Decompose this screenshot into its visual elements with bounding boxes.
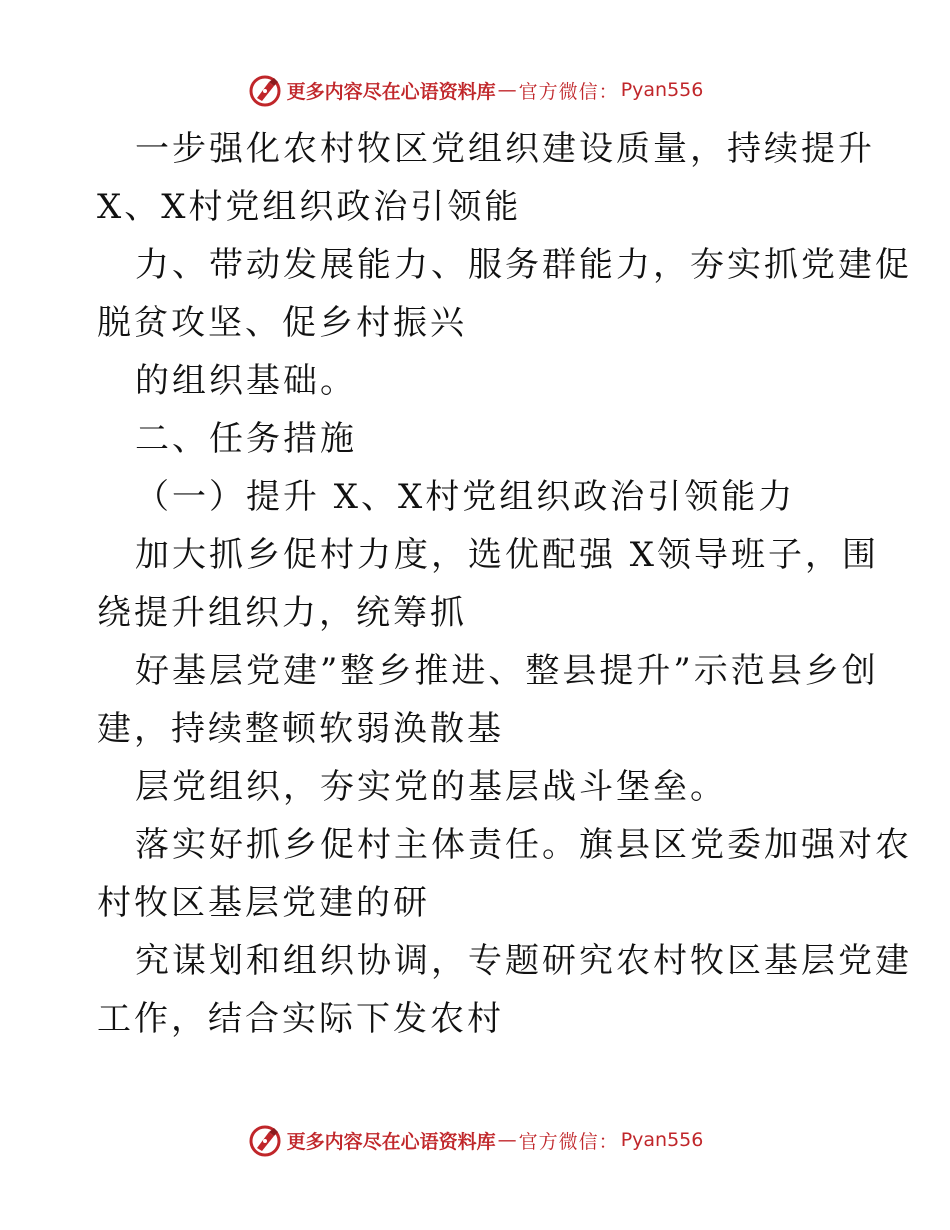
footer-watermark [0, 1120, 950, 1160]
header-watermark [0, 70, 950, 110]
text-line: 村牧区基层党建的研 [97, 883, 430, 923]
text-line: 好基层党建”整乡推进、整县提升”示范县乡创 [135, 651, 879, 691]
text-line: 究谋划和组织协调，专题研究农村牧区基层党建 [135, 941, 912, 981]
text-line: 绕提升组织力，统筹抓 [97, 593, 467, 633]
text-line: 的组织基础。 [135, 361, 357, 401]
text-line: 一步强化农村牧区党组织建设质量，持续提升 [135, 129, 875, 169]
pen-nib-logo-icon [247, 1122, 283, 1158]
text-line: 加大抓乡促村力度，选优配强 X领导班子，围 [135, 535, 880, 575]
watermark-sub-text: 官方微信： [518, 1130, 619, 1153]
text-line: 工作，结合实际下发农村 [97, 999, 504, 1039]
text-line: X、X村党组织政治引领能 [97, 187, 522, 227]
document-body [97, 120, 912, 1048]
watermark-main-text: 更多内容尽在心语资料库 [286, 80, 496, 103]
subsection-heading: （一）提升 X、X村党组织政治引领能力 [135, 477, 796, 517]
text-line: 建，持续整顿软弱涣散基 [97, 709, 504, 749]
watermark-dash: — [497, 79, 517, 101]
text-line: 脱贫攻坚、促乡村振兴 [97, 303, 467, 343]
watermark-sub-text: 官方微信： [518, 80, 619, 103]
watermark-account: Pyan556 [620, 1129, 704, 1151]
text-line: 层党组织，夯实党的基层战斗堡垒。 [135, 767, 727, 807]
watermark-main-text: 更多内容尽在心语资料库 [286, 1130, 496, 1153]
section-heading: 二、任务措施 [135, 419, 357, 459]
text-line: 力、带动发展能力、服务群能力，夯实抓党建促 [135, 245, 912, 285]
pen-nib-logo-icon [247, 72, 283, 108]
watermark-dash: — [497, 1129, 517, 1151]
text-line: 落实好抓乡促村主体责任。旗县区党委加强对农 [135, 825, 912, 865]
watermark-account: Pyan556 [620, 79, 704, 101]
